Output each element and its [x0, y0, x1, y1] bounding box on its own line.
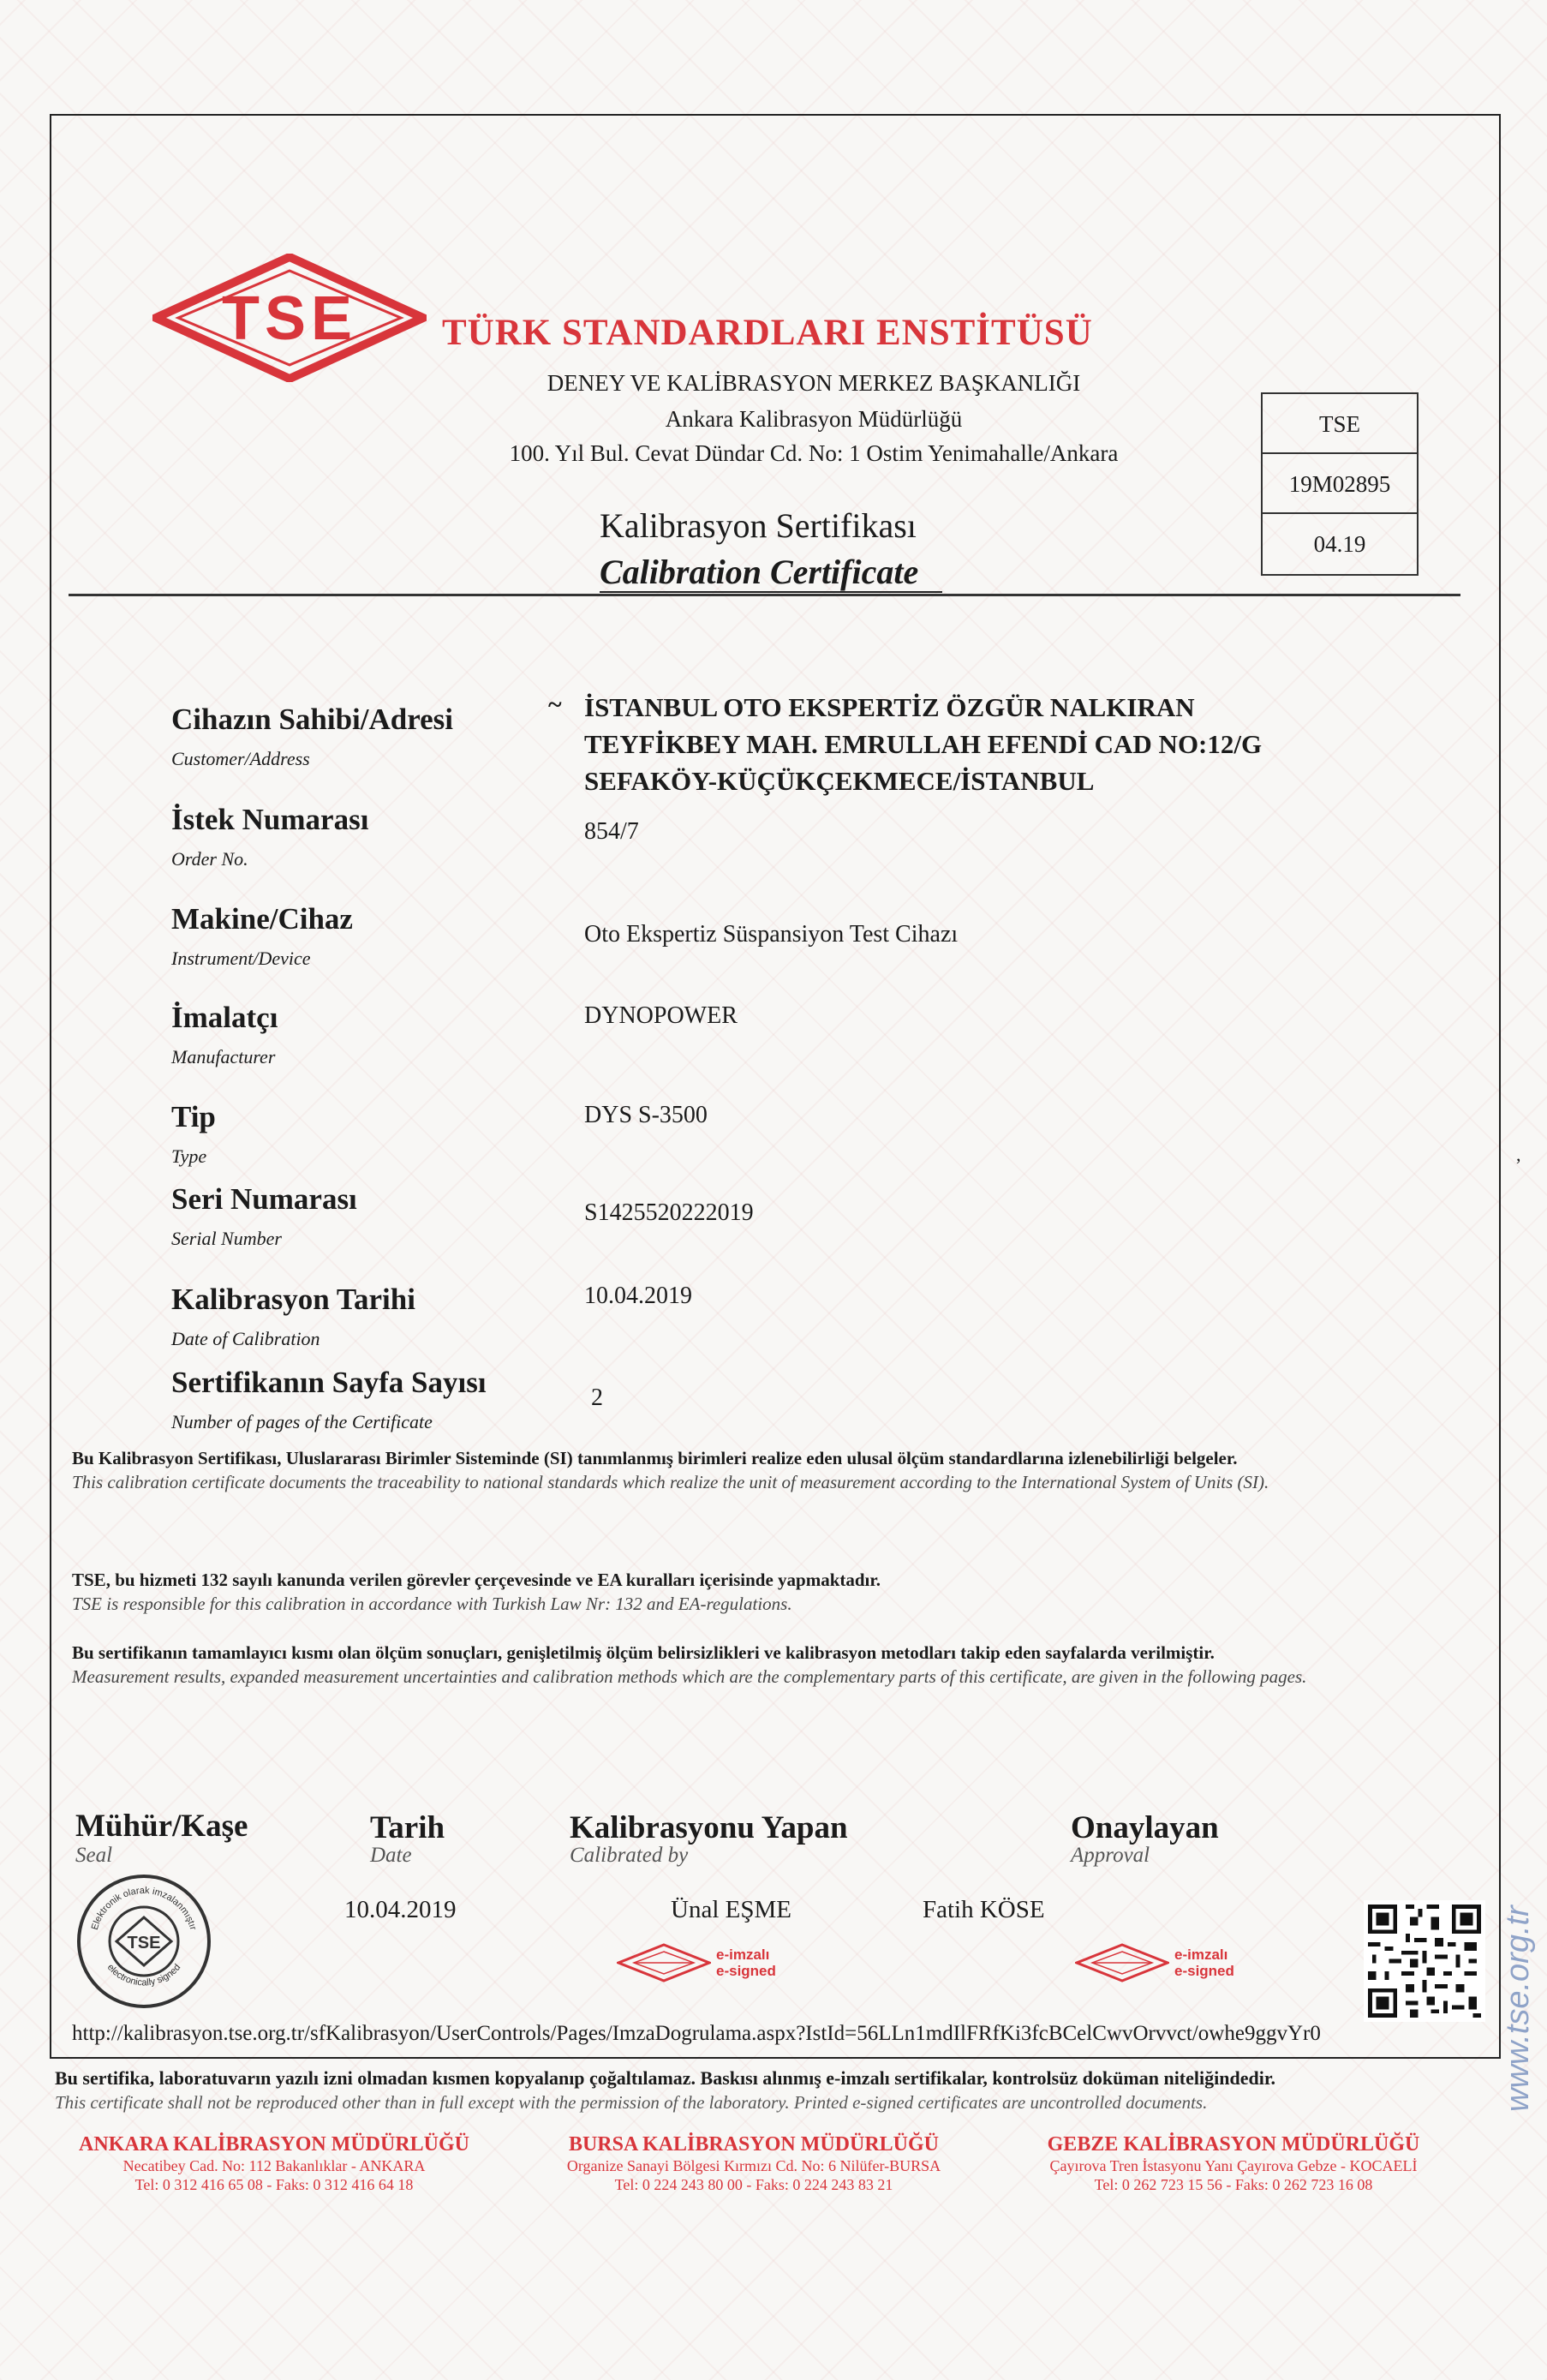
org-name: TÜRK STANDARDLARI ENSTİTÜSÜ: [442, 313, 1093, 353]
pages-value: 2: [591, 1384, 603, 1411]
manufacturer-value: DYNOPOWER: [584, 1002, 738, 1029]
approval-value: Fatih KÖSE: [923, 1896, 1045, 1923]
esign-badge-approver: [1075, 1943, 1234, 1982]
instrument-sub: Instrument/Device: [171, 948, 311, 969]
esign-line-1: e-imzalı: [1174, 1946, 1228, 1963]
branch-address: Çayırova Tren İstasyonu Yanı Çayırova Gebze - KOCAELİ: [1049, 2157, 1418, 2174]
branch-ankara: [34, 2133, 514, 2194]
margin-tick: ,: [1516, 1144, 1521, 1165]
statement-2-tr: TSE, bu hizmeti 132 sayılı kanunda verilen görevler çerçevesinde ve EA kuralları içerisinde yapmaktadır.: [72, 1570, 881, 1590]
type-label: Tip: [171, 1100, 216, 1133]
cal-date-value: 10.04.2019: [584, 1283, 692, 1309]
seal-center-text: TSE: [127, 1934, 161, 1952]
approval-sub: Approval: [1071, 1844, 1150, 1867]
ref-org: TSE: [1263, 394, 1417, 454]
side-url-text: www.tse.org.tr: [1500, 1905, 1536, 2112]
tse-logo: [152, 254, 427, 382]
branch-phone: Tel: 0 312 416 65 08 - Faks: 0 312 416 64 18: [134, 2176, 414, 2193]
branch-name: GEBZE KALİBRASYON MÜDÜRLÜĞÜ: [1047, 2133, 1420, 2156]
branch-address: Organize Sanayi Bölgesi Kırmızı Cd. No: 6 Nilüfer-BURSA: [566, 2157, 941, 2174]
instrument-value: Oto Ekspertiz Süspansiyon Test Cihazı: [584, 921, 959, 948]
pages-sub: Number of pages of the Certificate: [171, 1411, 433, 1432]
address: 100. Yıl Bul. Cevat Dündar Cd. No: 1 Ostim Yenimahalle/Ankara: [509, 440, 1119, 466]
esign-badge-calibrator: [617, 1943, 776, 1982]
order-label: İstek Numarası: [171, 803, 369, 836]
title-underline: [600, 591, 942, 593]
branch-gebze: [994, 2133, 1473, 2194]
arrow-mark: ~: [548, 691, 562, 719]
electronic-seal-stamp: [75, 1873, 212, 2010]
customer-value: [584, 689, 1262, 799]
manufacturer-label: İmalatçı: [171, 1001, 278, 1034]
manufacturer-sub: Manufacturer: [171, 1046, 276, 1067]
seal-ring-top: Elektronik olarak imzalanmıştır: [89, 1885, 199, 1932]
pages-label: Sertifikanın Sayfa Sayısı: [171, 1366, 487, 1399]
esign-diamond-icon: [1075, 1943, 1169, 1982]
seal-label: Mühür/Kaşe: [75, 1809, 248, 1844]
date-sub: Date: [370, 1844, 412, 1867]
customer-line-2: TEYFİKBEY MAH. EMRULLAH EFENDİ CAD NO:12/G: [584, 729, 1263, 759]
order-sub: Order No.: [171, 848, 248, 870]
type-sub: Type: [171, 1145, 207, 1167]
calibrated-by-label: Kalibrasyonu Yapan: [570, 1810, 848, 1845]
serial-sub: Serial Number: [171, 1228, 282, 1249]
serial-value: S1425520222019: [584, 1199, 754, 1226]
branch-phone: Tel: 0 224 243 80 00 - Faks: 0 224 243 83 21: [614, 2176, 893, 2193]
side-website: [1492, 1816, 1544, 2116]
statement-results: [72, 1641, 1460, 1689]
footer-notice-tr: Bu sertifika, laboratuvarın yazılı izni olmadan kısmen kopyalanıp çoğaltılamaz. Baskısı alınmış e-imzalı sertifikalar, kontrolsüz doküman niteliğindedir.: [55, 2067, 1276, 2089]
customer-line-1: İSTANBUL OTO EKSPERTİZ ÖZGÜR NALKIRAN: [584, 692, 1195, 722]
instrument-label: Makine/Cihaz: [171, 902, 353, 936]
calibrated-by-sub: Calibrated by: [570, 1844, 689, 1867]
logo-text: TSE: [221, 284, 358, 353]
verification-url[interactable]: http://kalibrasyon.tse.org.tr/sfKalibrasyon/UserControls/Pages/ImzaDogrulama.aspx?IstId=56LLn1mdIlFRfKi3fcBCelCwvOrvvct/owhe9ggvYr0: [72, 2022, 1321, 2045]
seal-ring-bottom: electronically signed: [105, 1962, 183, 1988]
customer-sub: Customer/Address: [171, 748, 310, 769]
date-value: 10.04.2019: [344, 1896, 457, 1923]
branch-name: ANKARA KALİBRASYON MÜDÜRLÜĞÜ: [78, 2133, 470, 2156]
cal-date-label: Kalibrasyon Tarihi: [171, 1283, 415, 1316]
esign-line-2: e-signed: [1174, 1963, 1234, 1979]
certificate-title-tr: Kalibrasyon Sertifikası: [600, 506, 917, 545]
esign-line-1: e-imzalı: [716, 1946, 770, 1963]
customer-line-3: SEFAKÖY-KÜÇÜKÇEKMECE/İSTANBUL: [584, 766, 1095, 796]
reference-box: [1261, 392, 1419, 576]
statement-traceability: [72, 1446, 1460, 1494]
approval-label: Onaylayan: [1071, 1810, 1219, 1845]
certificate-title-en: Calibration Certificate: [600, 553, 919, 591]
esign-diamond-icon: [617, 1943, 711, 1982]
statement-2-en: TSE is responsible for this calibration in accordance with Turkish Law Nr: 132 and EA-regulations.: [72, 1594, 792, 1614]
statement-1-tr: Bu Kalibrasyon Sertifikası, Uluslararası Birimler Sisteminde (SI) tanımlanmış birimleri realize eden ulusal ölçüm standardlarına izlenebilirliği belgeler.: [72, 1448, 1238, 1468]
footer-notice-en: This certificate shall not be reproduced other than in full except with the permission of the laboratory. Printed e-signed certificates are uncontrolled documents.: [55, 2092, 1208, 2113]
branch-address: Necatibey Cad. No: 112 Bakanlıklar - ANKARA: [122, 2157, 426, 2174]
cal-date-sub: Date of Calibration: [171, 1328, 320, 1349]
branch-bursa: [514, 2133, 994, 2194]
department: DENEY VE KALİBRASYON MERKEZ BAŞKANLIĞI: [547, 370, 1081, 396]
date-label: Tarih: [370, 1810, 445, 1845]
branch-phone: Tel: 0 262 723 15 56 - Faks: 0 262 723 16 08: [1094, 2176, 1373, 2193]
svg-text:Elektronik olarak imzalanmıştı: [90, 1886, 199, 1932]
calibrated-by-value: Ünal EŞME: [671, 1896, 791, 1923]
statement-1-en: This calibration certificate documents the traceability to national standards which realize the unit of measurement according to the International System of Units (SI).: [72, 1472, 1269, 1492]
customer-label: Cihazın Sahibi/Adresi: [171, 703, 454, 736]
header-rule: [69, 594, 1460, 596]
statement-3-tr: Bu sertifikanın tamamlayıcı kısmı olan ölçüm sonuçları, genişletilmiş ölçüm belirsizlikleri ve kalibrasyon metodları takip eden sayfalarda verilmiştir.: [72, 1642, 1215, 1663]
statement-3-en: Measurement results, expanded measurement uncertainties and calibration methods which are the complementary parts of this certificate, are given in the following pages.: [72, 1666, 1307, 1687]
directorate: Ankara Kalibrasyon Müdürlüğü: [665, 406, 963, 432]
ref-cert-no: 19M02895: [1263, 454, 1417, 514]
type-value: DYS S-3500: [584, 1102, 708, 1128]
ref-date-code: 04.19: [1313, 531, 1366, 557]
branch-name: BURSA KALİBRASYON MÜDÜRLÜĞÜ: [568, 2133, 940, 2156]
order-value: 854/7: [584, 818, 639, 845]
esign-line-2: e-signed: [716, 1963, 776, 1979]
seal-sub: Seal: [75, 1844, 113, 1867]
serial-label: Seri Numarası: [171, 1182, 357, 1216]
statement-law: [72, 1568, 1460, 1616]
qr-code-icon[interactable]: [1364, 1900, 1485, 2022]
